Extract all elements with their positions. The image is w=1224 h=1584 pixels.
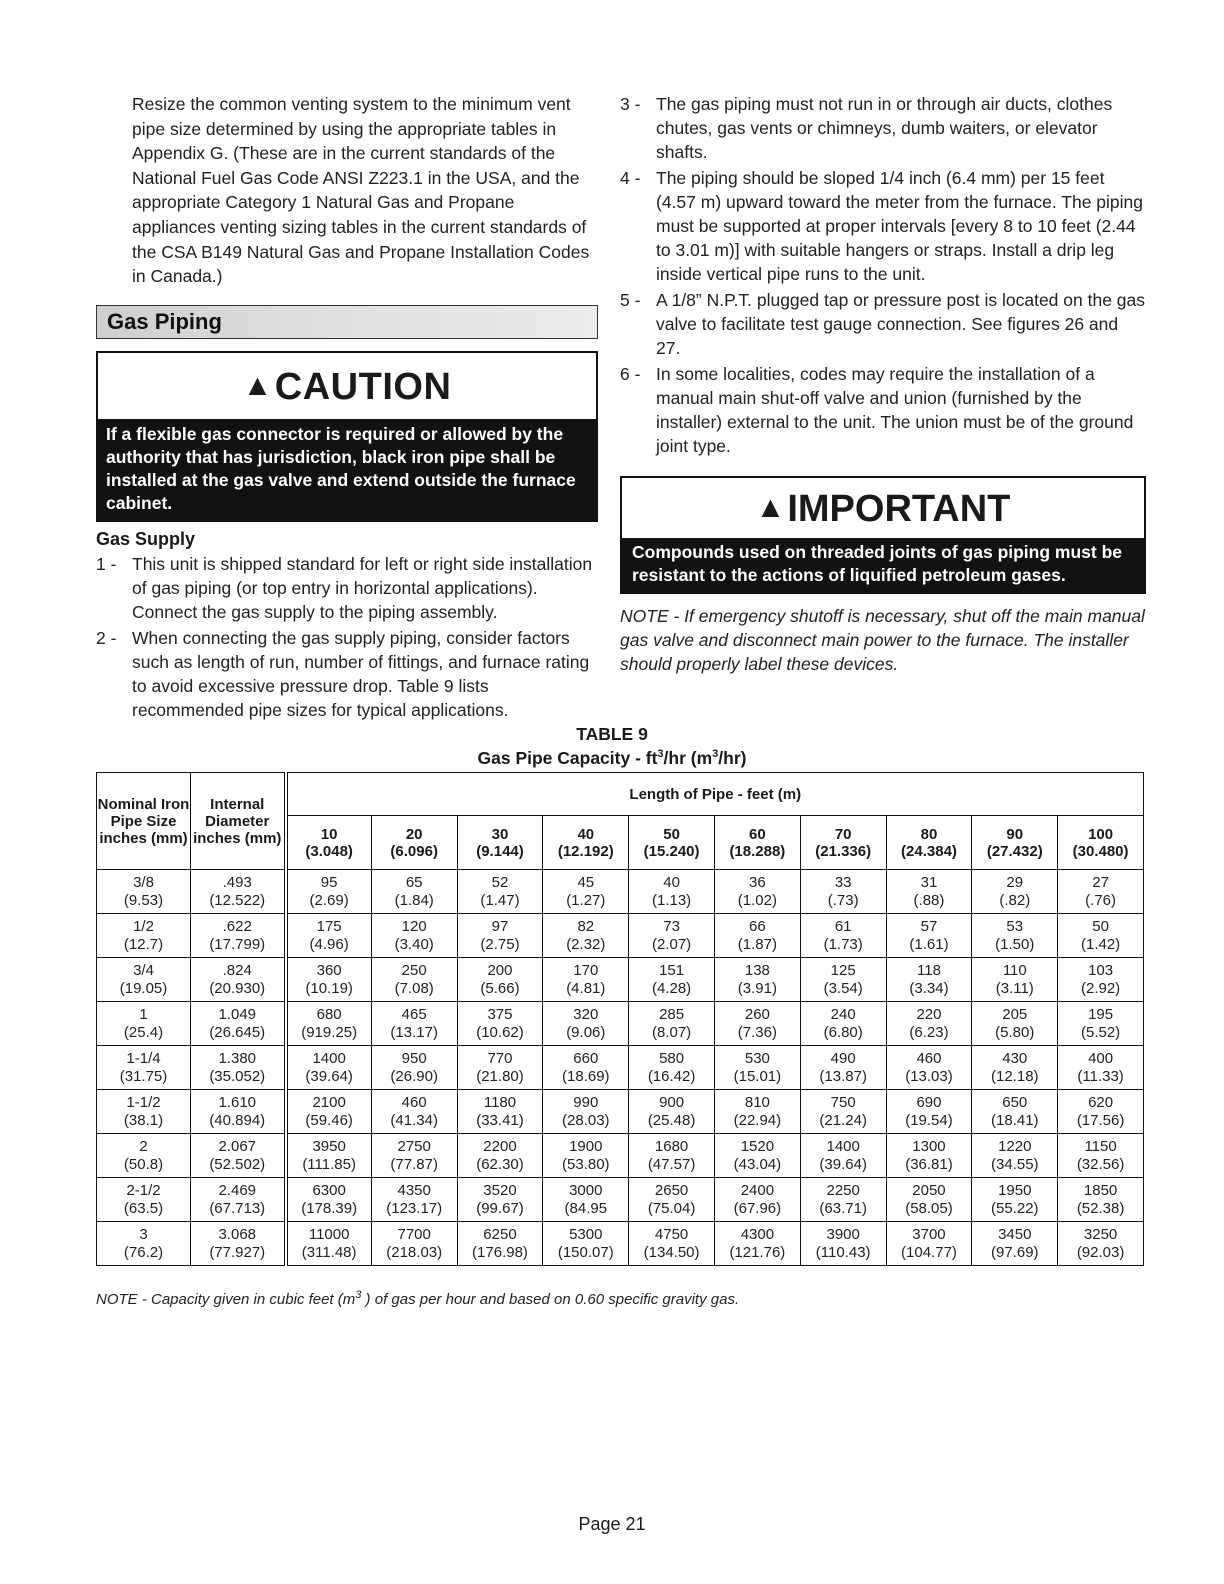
- table-row: [97, 958, 1144, 1002]
- emergency-note: NOTE - If emergency shutoff is necessary, shut off the main manual gas valve and disconnect main power to the furnace. The installer should properly label these devices.: [620, 606, 1145, 674]
- cell-capacity: 151 (4.28): [629, 958, 715, 1002]
- cell-capacity: 2050 (58.05): [886, 1178, 972, 1222]
- cell-pipe-size: 1 (25.4): [97, 1002, 191, 1046]
- cell-capacity: 73 (2.07): [629, 914, 715, 958]
- cell-capacity: 36 (1.02): [714, 870, 800, 914]
- header-length-10: 10 (3.048): [286, 816, 372, 870]
- cell-capacity: 4750 (134.50): [629, 1222, 715, 1266]
- cell-capacity: 120 (3.40): [371, 914, 457, 958]
- cell-pipe-size: 2 (50.8): [97, 1134, 191, 1178]
- caution-text: If a flexible gas connector is required or allowed by the authority that has jurisdiction, black iron pipe shall be installed at the gas valve and extend outside the furnace cabinet.: [98, 419, 596, 520]
- cell-capacity: 2250 (63.71): [800, 1178, 886, 1222]
- cell-capacity: 5300 (150.07): [543, 1222, 629, 1266]
- cell-capacity: 260 (7.36): [714, 1002, 800, 1046]
- cell-capacity: 4300 (121.76): [714, 1222, 800, 1266]
- cell-capacity: 27 (.76): [1058, 870, 1144, 914]
- cell-capacity: 1520 (43.04): [714, 1134, 800, 1178]
- cell-capacity: 2100 (59.46): [286, 1090, 372, 1134]
- cell-capacity: 530 (15.01): [714, 1046, 800, 1090]
- cell-capacity: 460 (41.34): [371, 1090, 457, 1134]
- cell-pipe-size: 3/4 (19.05): [97, 958, 191, 1002]
- important-heading: [622, 478, 1144, 538]
- caution-heading: [98, 353, 596, 419]
- cell-capacity: 3250 (92.03): [1058, 1222, 1144, 1266]
- cell-capacity: 40 (1.13): [629, 870, 715, 914]
- cell-capacity: 1400 (39.64): [286, 1046, 372, 1090]
- table-row: [97, 1222, 1144, 1266]
- cell-capacity: 57 (1.61): [886, 914, 972, 958]
- list-item: 6 - In some localities, codes may require the installation of a manual main shut-off valve and union (furnished by the installer) external to the unit. The union must be of the ground joint type.: [620, 364, 1134, 456]
- cell-capacity: 1900 (53.80): [543, 1134, 629, 1178]
- list-item: 1 - This unit is shipped standard for left or right side installation of gas piping (or top entry in horizontal applications). Connect the gas supply to the piping assembly.: [96, 553, 593, 622]
- table-body: [97, 870, 1144, 1266]
- cell-capacity: 580 (16.42): [629, 1046, 715, 1090]
- important-title: IMPORTANT: [787, 488, 1011, 530]
- cell-pipe-size: 3/8 (9.53): [97, 870, 191, 914]
- cell-capacity: 3000 (84.95: [543, 1178, 629, 1222]
- cell-capacity: 7700 (218.03): [371, 1222, 457, 1266]
- cell-internal-diameter: 3.068 (77.927): [191, 1222, 286, 1266]
- cell-capacity: 465 (13.17): [371, 1002, 457, 1046]
- cell-internal-diameter: .824 (20.930): [191, 958, 286, 1002]
- cell-capacity: 220 (6.23): [886, 1002, 972, 1046]
- cell-capacity: 285 (8.07): [629, 1002, 715, 1046]
- header-length-100: 100 (30.480): [1058, 816, 1144, 870]
- header-length-20: 20 (6.096): [371, 816, 457, 870]
- cell-capacity: 2400 (67.96): [714, 1178, 800, 1222]
- cell-capacity: 50 (1.42): [1058, 914, 1144, 958]
- cell-capacity: 11000 (311.48): [286, 1222, 372, 1266]
- table-row: [97, 1090, 1144, 1134]
- cell-capacity: 66 (1.87): [714, 914, 800, 958]
- cell-capacity: 1400 (39.64): [800, 1134, 886, 1178]
- table-row: [97, 1046, 1144, 1090]
- cell-capacity: 3450 (97.69): [972, 1222, 1058, 1266]
- list-item: 2 - When connecting the gas supply piping, consider factors such as length of run, number of fittings, and furnace rating to avoid excessive pressure drop. Table 9 lists recommended pipe sizes for typical applications.: [96, 627, 590, 720]
- cell-capacity: 1950 (55.22): [972, 1178, 1058, 1222]
- cell-pipe-size: 1-1/4 (31.75): [97, 1046, 191, 1090]
- cell-capacity: 125 (3.54): [800, 958, 886, 1002]
- table-caption: TABLE 9: [576, 724, 648, 744]
- page-number: Page 21: [578, 1514, 646, 1534]
- cell-pipe-size: 3 (76.2): [97, 1222, 191, 1266]
- table-row: [97, 914, 1144, 958]
- cell-internal-diameter: 1.049 (26.645): [191, 1002, 286, 1046]
- cell-internal-diameter: 2.469 (67.713): [191, 1178, 286, 1222]
- cell-capacity: 118 (3.34): [886, 958, 972, 1002]
- gas-supply-heading: Gas Supply: [96, 528, 196, 549]
- cell-capacity: 2200 (62.30): [457, 1134, 543, 1178]
- table-row: [97, 1178, 1144, 1222]
- cell-capacity: 6300 (178.39): [286, 1178, 372, 1222]
- cell-capacity: 650 (18.41): [972, 1090, 1058, 1134]
- cell-capacity: 200 (5.66): [457, 958, 543, 1002]
- cell-capacity: 770 (21.80): [457, 1046, 543, 1090]
- cell-capacity: 175 (4.96): [286, 914, 372, 958]
- cell-internal-diameter: 1.610 (40.894): [191, 1090, 286, 1134]
- cell-capacity: 460 (13.03): [886, 1046, 972, 1090]
- header-pipe-size: Nominal Iron Pipe Size inches (mm): [97, 773, 191, 870]
- list-item: 5 - A 1/8” N.P.T. plugged tap or pressure post is located on the gas valve to facilitate test gauge connection. See figures 26 and 27.: [620, 290, 1146, 358]
- cell-internal-diameter: .493 (12.522): [191, 870, 286, 914]
- venting-paragraph: Resize the common venting system to the minimum vent pipe size determined by using the appropriate tables in Appendix G. (These are in the current standards of the National Fuel Gas Code ANSI Z223.1 in the USA, and the appropriate Category 1 Natural Gas and Propane appliances venting sizing tables in the current standards of the CSA B149 Natural Gas and Propane Installation Codes in Canada.): [132, 94, 590, 287]
- cell-capacity: 620 (17.56): [1058, 1090, 1144, 1134]
- cell-internal-diameter: 1.380 (35.052): [191, 1046, 286, 1090]
- cell-internal-diameter: 2.067 (52.502): [191, 1134, 286, 1178]
- caution-title: CAUTION: [274, 365, 452, 408]
- header-length-80: 80 (24.384): [886, 816, 972, 870]
- cell-capacity: 1150 (32.56): [1058, 1134, 1144, 1178]
- cell-capacity: 110 (3.11): [972, 958, 1058, 1002]
- right-column: [620, 92, 1146, 676]
- section-header-gas-piping: [96, 305, 598, 339]
- header-length-40: 40 (12.192): [543, 816, 629, 870]
- warning-triangle-icon: ▲: [242, 368, 273, 402]
- list-item: 4 - The piping should be sloped 1/4 inch (6.4 mm) per 15 feet (4.57 m) upward toward the meter from the furnace. The piping must be supported at proper intervals [every 8 to 10 feet (2.44 to 3.01 m)] with suitable hangers or straps. Install a drip leg inside vertical pipe runs to the unit.: [620, 168, 1144, 284]
- cell-capacity: 3950 (111.85): [286, 1134, 372, 1178]
- cell-capacity: 660 (18.69): [543, 1046, 629, 1090]
- cell-capacity: 250 (7.08): [371, 958, 457, 1002]
- cell-capacity: 1850 (52.38): [1058, 1178, 1144, 1222]
- cell-capacity: 3520 (99.67): [457, 1178, 543, 1222]
- cell-capacity: 990 (28.03): [543, 1090, 629, 1134]
- cell-capacity: 690 (19.54): [886, 1090, 972, 1134]
- cell-capacity: 103 (2.92): [1058, 958, 1144, 1002]
- cell-capacity: 170 (4.81): [543, 958, 629, 1002]
- gas-pipe-capacity-table: [96, 772, 1144, 1266]
- cell-capacity: 31 (.88): [886, 870, 972, 914]
- header-length-50: 50 (15.240): [629, 816, 715, 870]
- cell-capacity: 375 (10.62): [457, 1002, 543, 1046]
- cell-capacity: 680 (919.25): [286, 1002, 372, 1046]
- cell-capacity: 61 (1.73): [800, 914, 886, 958]
- cell-capacity: 3900 (110.43): [800, 1222, 886, 1266]
- cell-capacity: 950 (26.90): [371, 1046, 457, 1090]
- header-length-30: 30 (9.144): [457, 816, 543, 870]
- cell-capacity: 65 (1.84): [371, 870, 457, 914]
- cell-capacity: 360 (10.19): [286, 958, 372, 1002]
- cell-capacity: 97 (2.75): [457, 914, 543, 958]
- list-item: 3 - The gas piping must not run in or through air ducts, clothes chutes, gas vents or chimneys, dumb waiters, or elevator shafts.: [620, 94, 1113, 162]
- cell-capacity: 3700 (104.77): [886, 1222, 972, 1266]
- cell-pipe-size: 2-1/2 (63.5): [97, 1178, 191, 1222]
- cell-pipe-size: 1/2 (12.7): [97, 914, 191, 958]
- cell-capacity: 1220 (34.55): [972, 1134, 1058, 1178]
- cell-pipe-size: 1-1/2 (38.1): [97, 1090, 191, 1134]
- cell-capacity: 2750 (77.87): [371, 1134, 457, 1178]
- header-length-70: 70 (21.336): [800, 816, 886, 870]
- warning-triangle-icon: ▲: [755, 491, 786, 524]
- caution-box: [96, 351, 598, 522]
- gas-supply-list-continued: [620, 92, 1146, 458]
- cell-capacity: 138 (3.91): [714, 958, 800, 1002]
- cell-capacity: 205 (5.80): [972, 1002, 1058, 1046]
- table-row: [97, 1134, 1144, 1178]
- cell-capacity: 52 (1.47): [457, 870, 543, 914]
- table-row: [97, 1002, 1144, 1046]
- gas-supply-list: [96, 552, 598, 722]
- header-length-of-pipe: Length of Pipe - feet (m): [286, 773, 1144, 816]
- section-title: Gas Piping: [107, 308, 222, 334]
- important-text: Compounds used on threaded joints of gas piping must be resistant to the actions of liquified petroleum gases.: [622, 538, 1144, 592]
- cell-capacity: 45 (1.27): [543, 870, 629, 914]
- cell-capacity: 195 (5.52): [1058, 1002, 1144, 1046]
- cell-capacity: 490 (13.87): [800, 1046, 886, 1090]
- cell-capacity: 4350 (123.17): [371, 1178, 457, 1222]
- cell-capacity: 33 (.73): [800, 870, 886, 914]
- cell-capacity: 1300 (36.81): [886, 1134, 972, 1178]
- left-column: [96, 92, 598, 724]
- header-length-90: 90 (27.432): [972, 816, 1058, 870]
- table-header: [97, 773, 1144, 870]
- cell-capacity: 900 (25.48): [629, 1090, 715, 1134]
- cell-capacity: 6250 (176.98): [457, 1222, 543, 1266]
- header-length-60: 60 (18.288): [714, 816, 800, 870]
- cell-capacity: 53 (1.50): [972, 914, 1058, 958]
- important-box: [620, 476, 1146, 594]
- cell-capacity: 240 (6.80): [800, 1002, 886, 1046]
- table-row: [97, 870, 1144, 914]
- cell-capacity: 1680 (47.57): [629, 1134, 715, 1178]
- cell-internal-diameter: .622 (17.799): [191, 914, 286, 958]
- cell-capacity: 810 (22.94): [714, 1090, 800, 1134]
- cell-capacity: 95 (2.69): [286, 870, 372, 914]
- cell-capacity: 750 (21.24): [800, 1090, 886, 1134]
- cell-capacity: 1180 (33.41): [457, 1090, 543, 1134]
- header-internal-diameter: Internal Diameter inches (mm): [191, 773, 286, 870]
- table-subtitle: Gas Pipe Capacity - $ft^3/hr$ $(m^3/hr)$: [477, 748, 747, 768]
- cell-capacity: 29 (.82): [972, 870, 1058, 914]
- cell-capacity: 320 (9.06): [543, 1002, 629, 1046]
- table-footnote: NOTE - Capacity given in cubic feet ($m^3$ ) of gas per hour and based on 0.60 specific gravity gas.: [96, 1289, 740, 1308]
- cell-capacity: 430 (12.18): [972, 1046, 1058, 1090]
- cell-capacity: 2650 (75.04): [629, 1178, 715, 1222]
- cell-capacity: 82 (2.32): [543, 914, 629, 958]
- cell-capacity: 400 (11.33): [1058, 1046, 1144, 1090]
